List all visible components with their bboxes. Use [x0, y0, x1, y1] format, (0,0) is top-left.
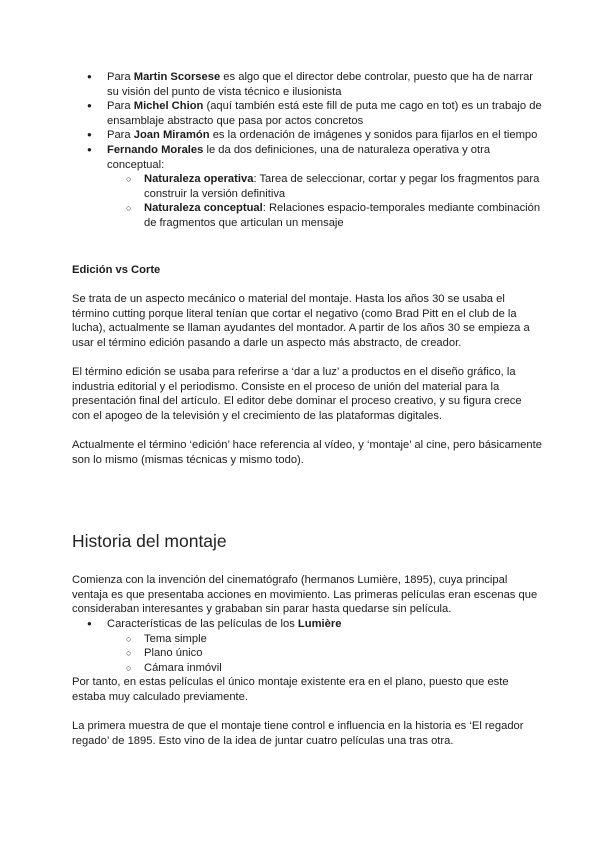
- section-heading-edicion: Edición vs Corte: [72, 264, 161, 276]
- list-item-text: es algo que el director debe controlar, puesto que ha de narrar su visión del punto de vista técnico e ilusionista: [107, 71, 534, 98]
- sub-list-item: ○ Tema simple: [72, 632, 542, 647]
- list-item: [72, 617, 542, 675]
- list-item: [72, 143, 542, 231]
- list-item-text: Para: [107, 129, 134, 142]
- list-item: [72, 70, 542, 99]
- paragraph: El término edición se usaba para referirse a ‘dar a luz’ a productos en el diseño gráfico, la industria editorial y el periodismo. Consiste en el proceso de unión del material para la presentación final del artículo. El editor debe dominar el proceso creativo, y su figura crece con el apogeo de la televisión y el crecimiento de las plataformas digitales.: [72, 366, 522, 422]
- emphasis-text: Lumière: [297, 618, 342, 630]
- list-item-text: Para: [107, 71, 134, 83]
- author-name: Fernando Morales: [107, 143, 204, 156]
- sub-list-item: [72, 172, 542, 201]
- sub-list: [72, 632, 542, 676]
- sub-list-item: ○ Cámara inmóvil: [72, 661, 542, 676]
- term-label: Naturaleza conceptual: [144, 202, 263, 215]
- term-label: Naturaleza operativa: [144, 173, 254, 186]
- list-item-text: Para: [107, 100, 134, 113]
- paragraph: Se trata de un aspecto mecánico o material del montaje. Hasta los años 30 se usaba el término cutting porque literal tenían que cortar el negativo (como Brad Pitt en el club de la lucha), actualmente se llaman ayudantes del montador. A partir de los años 30 se empieza a usar el término edición pasando a darle un aspecto más abstracto, de creador.: [72, 293, 530, 349]
- sub-list-item: ○ Plano único: [72, 646, 542, 661]
- list-item-text: le da dos definiciones, una de naturaleza operativa y otra conceptual:: [107, 143, 491, 171]
- list-item: [72, 128, 542, 143]
- section-heading-historia: Historia del montaje: [72, 531, 227, 551]
- paragraph: Actualmente el término ‘edición’ hace referencia al vídeo, y ‘montaje’ al cine, pero básicamente son lo mismo (mismas técnicas y mismo todo).: [72, 439, 542, 466]
- definitions-list: [72, 70, 542, 231]
- term-definition: : Relaciones espacio-temporales mediante combinación de fragmentos que articulan un mensaje: [144, 202, 541, 229]
- list-item-text: (aquí también está este fill de puta me cago en tot) es un trabajo de ensamblaje abstracto que pasa por actos concretos: [107, 100, 542, 127]
- paragraph: Comienza con la invención del cinematógrafo (hermanos Lumière, 1895), cuya principal ventaja es que presentaba acciones en movimiento. Las primeras películas eran escenas que consideraban interesantes y grababan sin parar hasta quedarse sin película.: [72, 574, 538, 616]
- term-definition: : Tarea de seleccionar, cortar y pegar los fragmentos para construir la versión definitiva: [144, 173, 540, 200]
- author-name: Joan Miramón: [133, 129, 210, 142]
- author-name: Michel Chion: [133, 100, 204, 113]
- sub-list: [72, 172, 542, 230]
- list-item-text: es la ordenación de imágenes y sonidos para fijarlos en el tiempo: [209, 129, 538, 142]
- paragraph: Por tanto, en estas películas el único montaje existente era en el plano, puesto que este estaba muy calculado previamente.: [72, 676, 509, 703]
- sub-list-item: [72, 201, 542, 230]
- list-item: [72, 99, 542, 128]
- author-name: Martin Scorsese: [133, 71, 221, 83]
- paragraph: La primera muestra de que el montaje tiene control e influencia en la historia es ‘El regador regado’ de 1895. Esto vino de la idea de juntar cuatro películas una tras otra.: [72, 720, 524, 747]
- lumiere-list: [72, 617, 542, 675]
- list-item-text: Características de las películas de los: [107, 618, 298, 630]
